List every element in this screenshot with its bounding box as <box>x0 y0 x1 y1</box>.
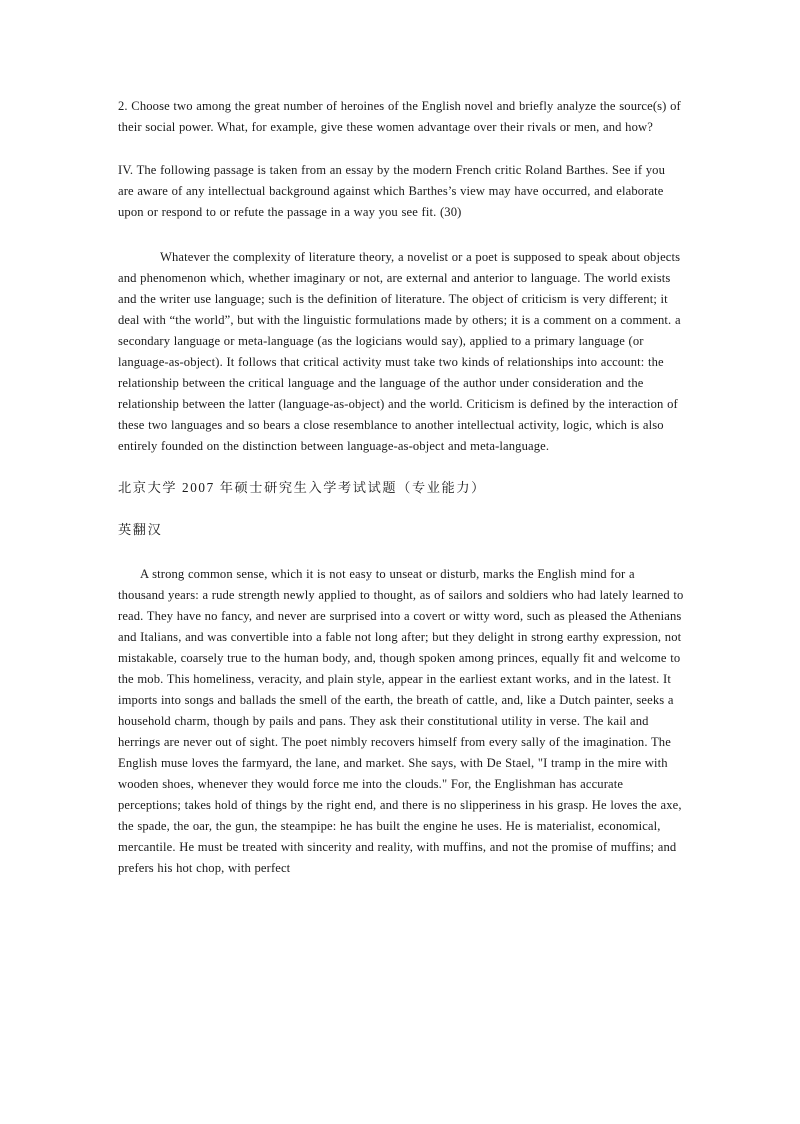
document-body <box>118 96 684 879</box>
paragraph-section-iv-prompt: IV. The following passage is taken from an essay by the modern French critic Roland Barthes. See if you are aware of any intellectual background against which Barthes’s view may have occurred, and elaborate upon or respond to or refute the passage in a way you see fit. (30) <box>118 163 666 219</box>
paragraph-question-2: 2. Choose two among the great number of heroines of the English novel and briefly analyze the source(s) of their social power. What, for example, give these women advantage over their rivals or men, and how? <box>118 99 681 134</box>
paragraph-barthes-passage: Whatever the complexity of literature theory, a novelist or a poet is supposed to speak about objects and phenomenon which, whether imaginary or not, are external and anterior to language. The world exists and the writer use language; such is the definition of literature. The object of criticism is very different; it deal with “the world”, but with the linguistic formulations made by others; it is a comment on a comment. a secondary language or meta-language (as the logicians would say), applied to a primary language (or language-as-object). It follows that critical activity must take two kinds of relationships into account: the relationship between the critical language and the language of the author under consideration and the relationship between the latter (language-as-object) and the world. Criticism is defined by the interaction of these two languages and so bears a close resemblance to another intellectual activity, logic, which is also entirely founded on the distinction between language-as-object and meta-language. <box>118 250 681 453</box>
paragraph-spacer <box>118 138 684 160</box>
paragraph-spacer <box>118 223 684 247</box>
chinese-section-label-wrapper <box>118 519 684 540</box>
section-label-chinese: 英翻汉 <box>118 522 163 537</box>
paragraph-emerson-passage: A strong common sense, which it is not easy to unseat or disturb, marks the English mind for a thousand years: a rude strength newly applied to thought, as of sailors and soldiers who had lately learned to read. They have no fancy, and never are surprised into a covert or witty word, such as pleased the Athenians and Italians, and was convertible into a fable not long after; but they delight in strong earthy expression, not mistakable, coarsely true to the human body, and, though spoken among princes, equally fit and welcome to the mob. This homeliness, veracity, and plain style, appear in the earliest extant works, and in the latest. It imports into songs and ballads the smell of the earth, the breath of cattle, and, like a Dutch painter, seeks a household charm, though by pails and pans. They ask their constitutional utility in verse. The kail and herrings are never out of sight. The poet nimbly recovers himself from every sally of the imagination. The English muse loves the farmyard, the lane, and market. She says, with De Stael, "I tramp in the mire with wooden shoes, whenever they would force me into the clouds." For, the Englishman has accurate perceptions; takes hold of things by the right end, and there is no slipperiness in his grasp. He loves the axe, the spade, the oar, the gun, the steampipe: he has built the engine he uses. He is materialist, economical, mercantile. He must be treated with sincerity and reality, with muffins, and not the promise of muffins; and prefers his hot chop, with perfect <box>118 567 684 875</box>
exam-heading-chinese: 北京大学 2007 年硕士研究生入学考试试题（专业能力） <box>118 480 486 495</box>
paragraph-spacer <box>118 540 684 564</box>
chinese-heading-wrapper <box>118 477 684 498</box>
